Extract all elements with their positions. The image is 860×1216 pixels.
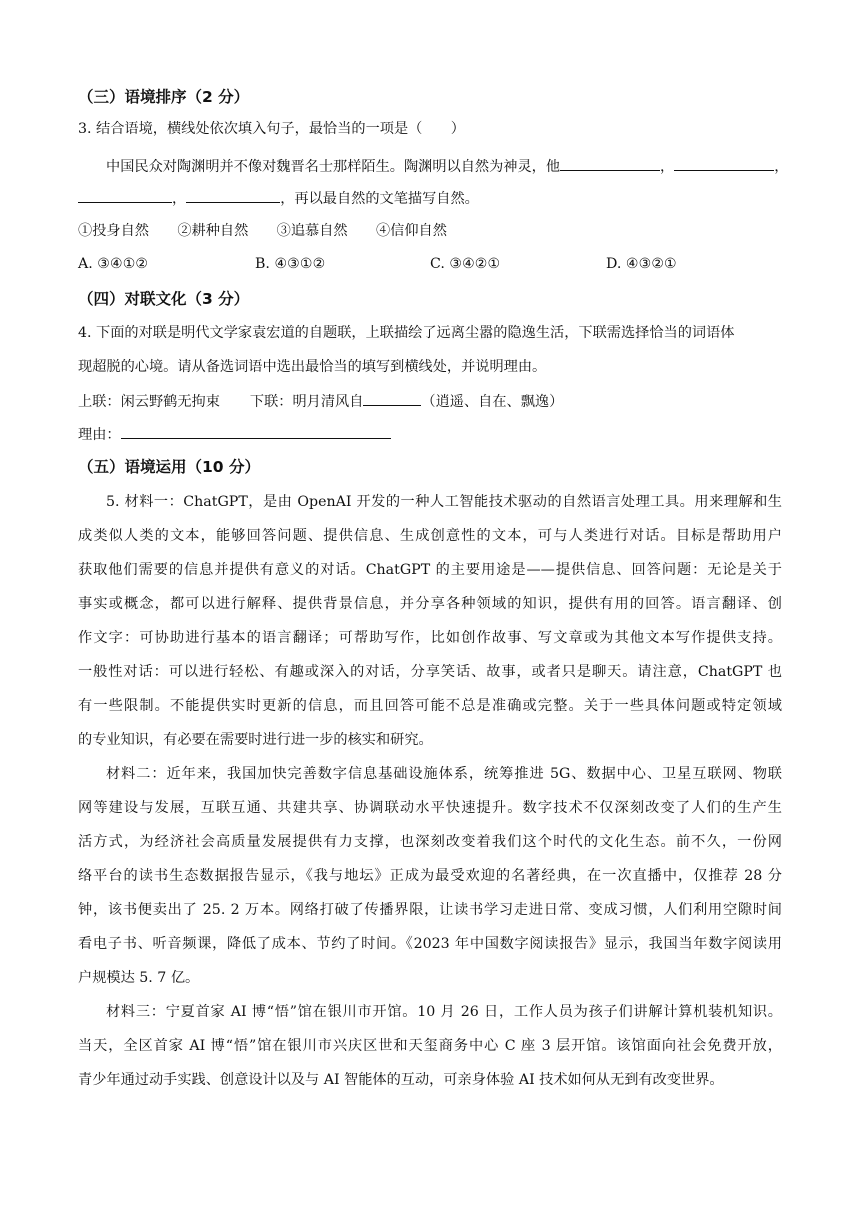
q4-choices: （逍遥、自在、飘逸） bbox=[421, 394, 564, 410]
material-2-line: 材料二：近年来，我国加快完善数字信息基础设施体系，统筹推进 5G、数据中心、卫星互联网、物联 bbox=[106, 766, 782, 782]
q4-stem-line-2: 现超脱的心境。请从备选词语中选出最恰当的填写到横线处，并说明理由。 bbox=[78, 359, 547, 375]
q4-reason bbox=[78, 424, 391, 445]
answer-blank-3 bbox=[78, 188, 172, 203]
q4-lower-line: 下联：明月清风自 bbox=[249, 394, 364, 410]
answer-blank-2 bbox=[674, 156, 774, 171]
material-3-line: 青少年通过动手实践、创意设计以及与 AI 智能体的互动，可亲身体验 AI 技术如何从无到有改变世界。 bbox=[78, 1072, 724, 1088]
material-2-line: 网等建设与发展，互联互通、共建共享、协调联动水平快速提升。数字技术不仅深刻改变了人们的生产生 bbox=[78, 800, 782, 816]
q3-option-d: D. ④③②① bbox=[606, 256, 677, 272]
material-2-line: 看电子书、听音频课，降低了成本、节约了时间。《2023 年中国数字阅读报告》显示，我国当年数字阅读用 bbox=[78, 936, 782, 952]
material-1-line: 5. 材料一：ChatGPT，是由 OpenAI 开发的一种人工智能技术驱动的自然语言处理工具。用来理解和生 bbox=[106, 494, 782, 510]
material-1-line: 成类似人类的文本，能够回答问题、提供信息、生成创意性的文本，可与人类进行对话。目标是帮助用户 bbox=[78, 528, 782, 544]
q3-passage-text: 中国民众对陶渊明并不像对魏晋名士那样陌生。陶渊明以自然为神灵，他 bbox=[106, 159, 561, 175]
answer-blank-reason bbox=[121, 424, 391, 439]
material-3-line: 当天，全区首家 AI 博“悟”馆在银川市兴庆区世和天玺商务中心 C 座 3 层开馆。该馆面向社会免费开放， bbox=[78, 1038, 782, 1054]
q4-couplet bbox=[78, 391, 563, 412]
q3-passage-tail: ，再以最自然的文笔描写自然。 bbox=[280, 191, 479, 207]
material-1-line: 的专业知识，有必要在需要时进行进一步的核实和研究。 bbox=[78, 732, 433, 748]
q3-passage-line-1 bbox=[106, 156, 788, 177]
answer-blank-4 bbox=[186, 188, 280, 203]
q3-sep-2: ， bbox=[774, 159, 789, 175]
section-5-title: （五）语境运用（10 分） bbox=[78, 458, 260, 476]
q3-items: ①投身自然 ②耕种自然 ③追慕自然 ④信仰自然 bbox=[78, 223, 447, 239]
material-1-line: 事实或概念，都可以进行解释、提供背景信息，并分享各种领域的知识，提供有用的回答。语言翻译、创 bbox=[78, 596, 782, 612]
q3-sep-1: ， bbox=[660, 159, 675, 175]
material-1-line: 作文字：可协助进行基本的语言翻译；可帮助写作，比如创作故事、写文章或为其他文本写作提供支持。 bbox=[78, 630, 782, 646]
material-2-line: 络平台的读书生态数据报告显示，《我与地坛》正成为最受欢迎的名著经典，在一次直播中，仅推荐 28 分 bbox=[78, 868, 782, 884]
q4-stem-line-1: 4. 下面的对联是明代文学家袁宏道的自题联，上联描绘了远离尘嚣的隐逸生活，下联需选择恰当的词语体 bbox=[78, 325, 735, 341]
q3-sep-3: ， bbox=[172, 191, 187, 207]
material-1-line: 获取他们需要的信息并提供有意义的对话。ChatGPT 的主要用途是——提供信息、回答问题：无论是关于 bbox=[78, 562, 782, 578]
q3-option-a: A. ③④①② bbox=[78, 256, 149, 272]
answer-blank-1 bbox=[560, 156, 660, 171]
material-1-line: 一般性对话：可以进行轻松、有趣或深入的对话，分享笑话、故事，或者只是聊天。请注意，ChatGPT 也 bbox=[78, 664, 782, 680]
q3-option-c: C. ③④②① bbox=[430, 256, 501, 272]
q3-passage-line-2 bbox=[78, 188, 479, 209]
q3-option-b: B. ④③①② bbox=[255, 256, 326, 272]
material-1-line: 有一些限制。不能提供实时更新的信息，而且回答可能不总是准确或完整。关于一些具体问题或特定领域 bbox=[78, 698, 782, 714]
material-3-line: 材料三：宁夏首家 AI 博“悟”馆在银川市开馆。10 月 26 日，工作人员为孩子们讲解计算机装机知识。 bbox=[106, 1004, 782, 1020]
section-3-title: （三）语境排序（2 分） bbox=[78, 88, 250, 106]
material-2-line: 户规模达 5. 7 亿。 bbox=[78, 970, 200, 986]
material-2-line: 活方式，为经济社会高质量发展提供有力支撑，也深刻改变着我们这个时代的文化生态。前不久，一份网 bbox=[78, 834, 782, 850]
section-4-title: （四）对联文化（3 分） bbox=[78, 290, 250, 308]
q3-stem: 3. 结合语境，横线处依次填入句子，最恰当的一项是（ ） bbox=[78, 121, 465, 137]
q4-reason-label: 理由： bbox=[78, 427, 121, 443]
answer-blank-couplet bbox=[363, 391, 421, 406]
material-2-line: 钟，该书便卖出了 25. 2 万本。网络打破了传播界限，让读书学习走进日常、变成习惯，人们利用空隙时间 bbox=[78, 902, 782, 918]
q4-upper-line: 上联：闲云野鹤无拘束 bbox=[78, 394, 220, 410]
